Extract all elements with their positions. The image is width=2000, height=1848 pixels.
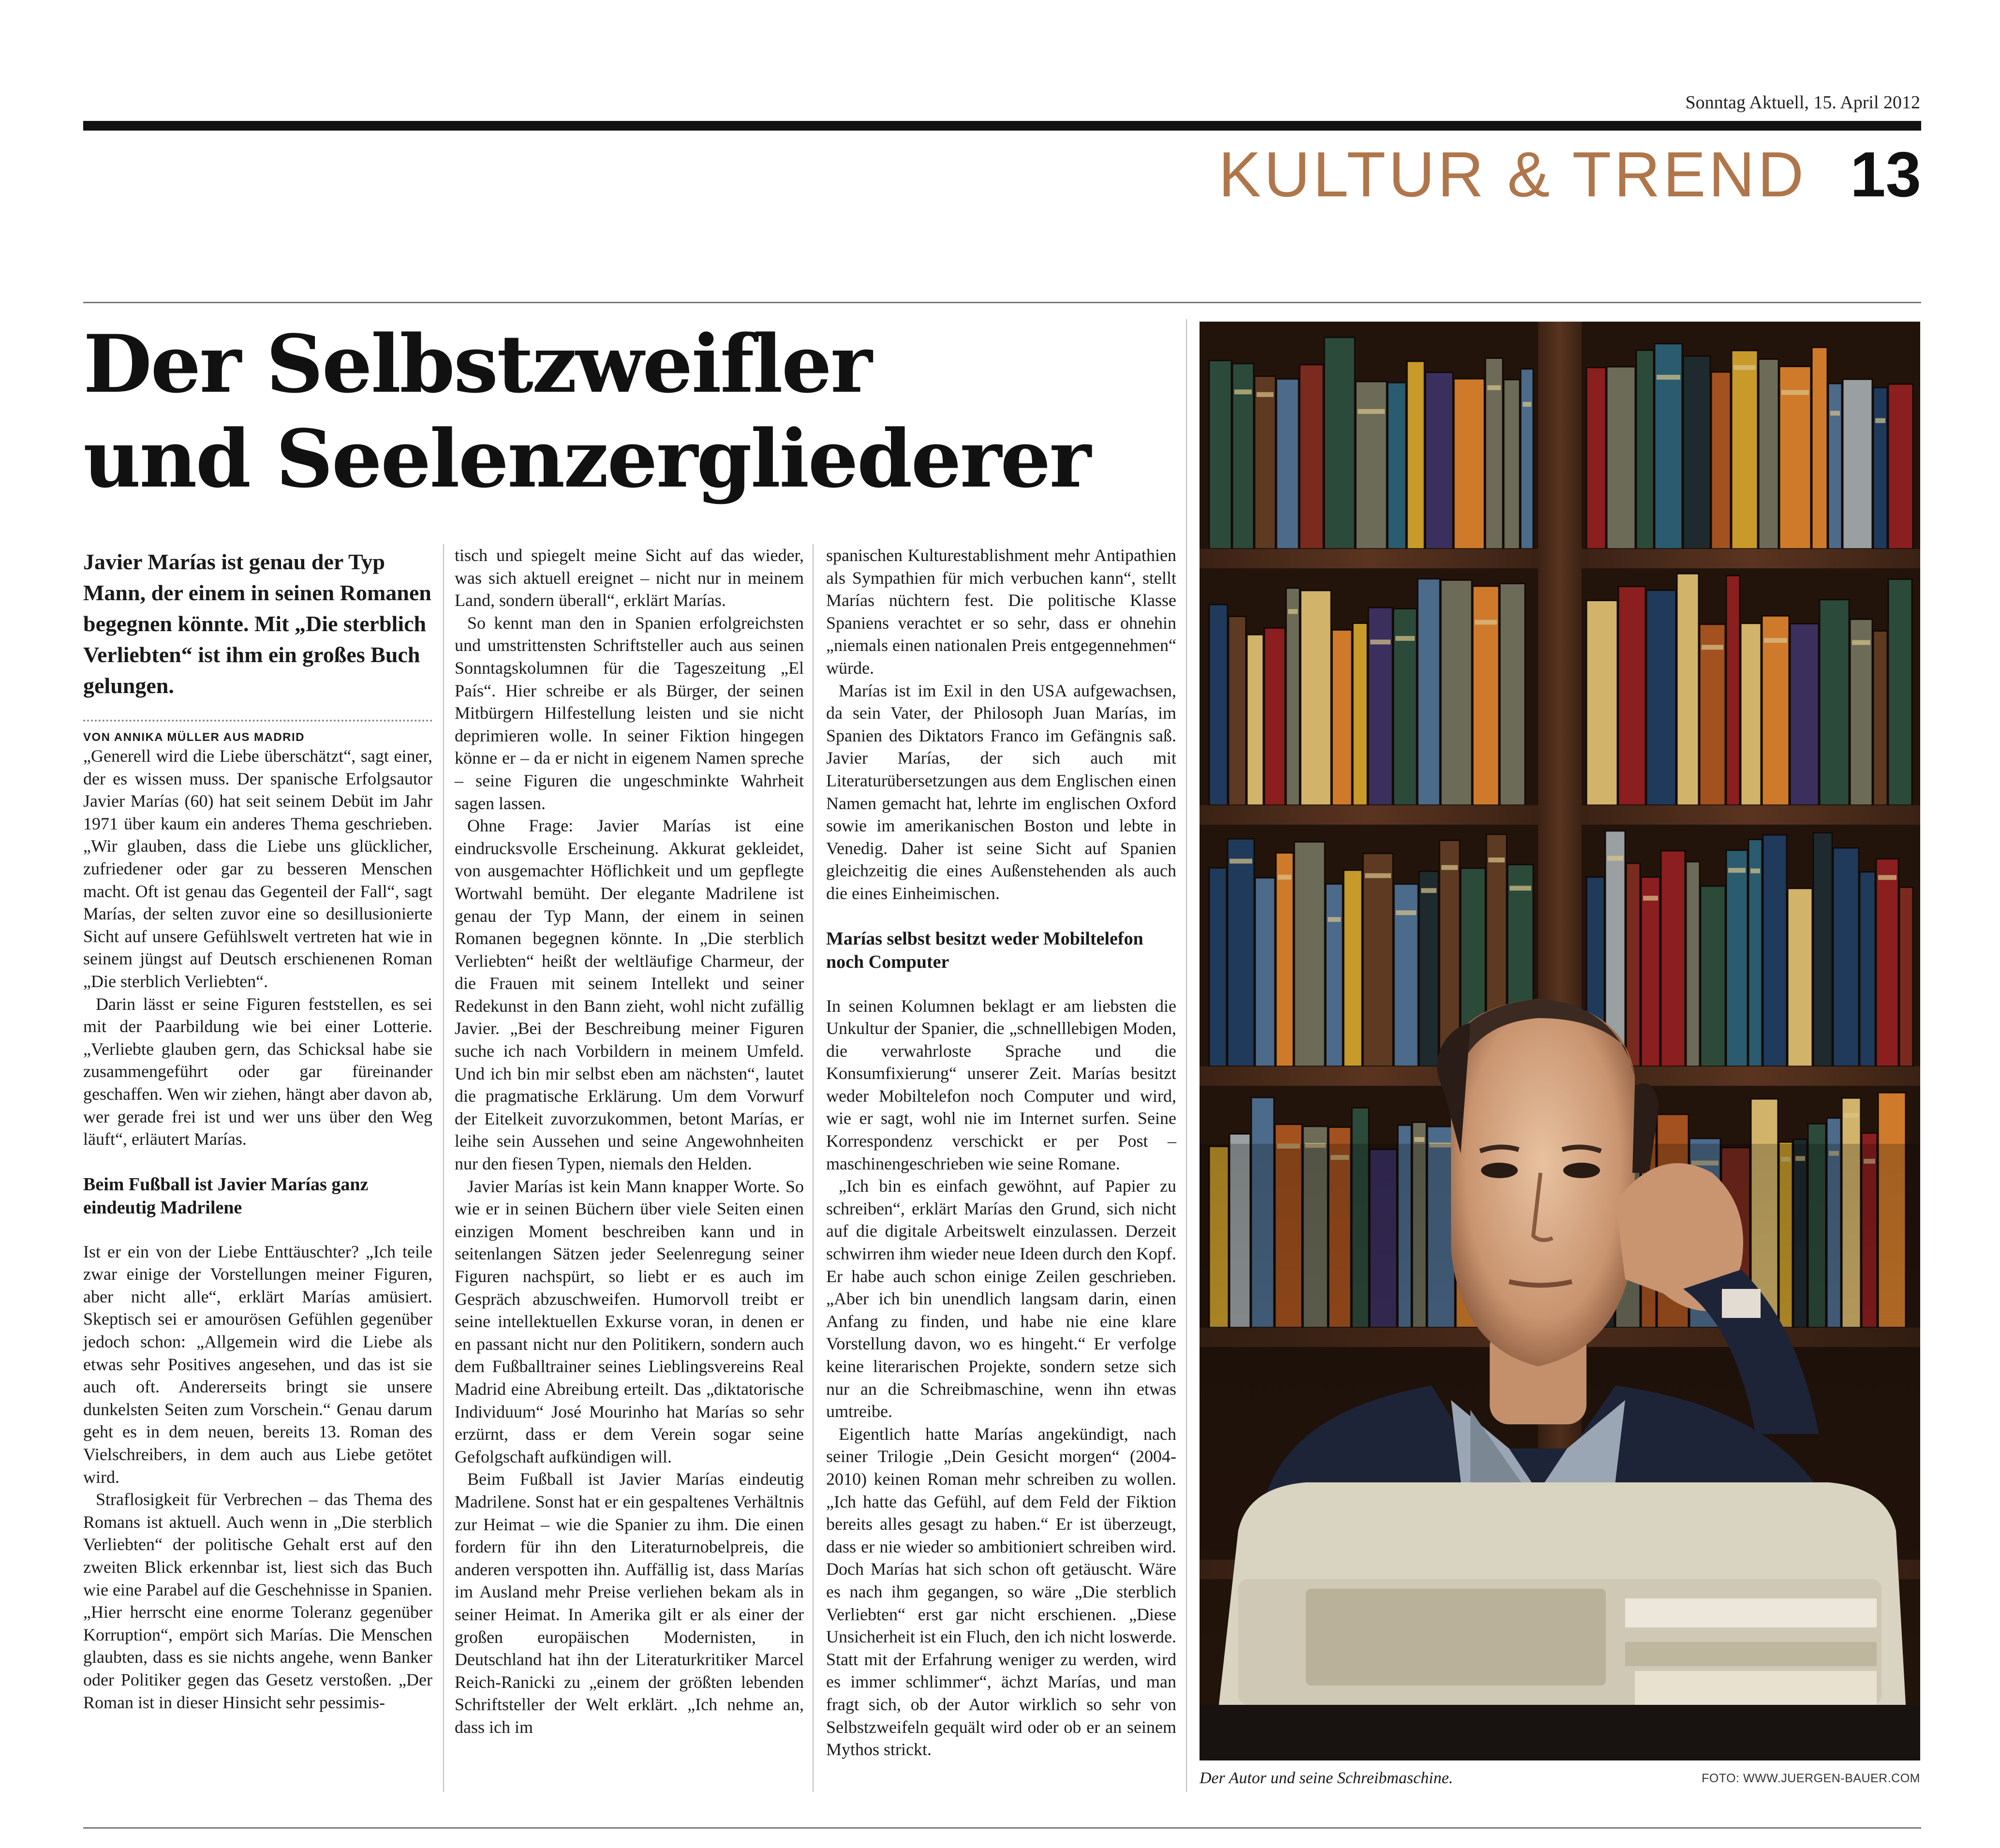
paragraph: Javier Marías ist kein Mann knapper Worte. So wie er in seinen Büchern über viele Seiten einen einzigen Moment beschreiben kann und in seitenlangen Sätzen jeder Seelenregung seiner Figuren nachspürt, so liebt er es auch im Gespräch abzuschweifen. Humorvoll treibt er seine intellektuellen Exkurse voran, in denen er en passant nicht nur den Politikern, sondern auch dem Fußballtrainer seines Lieblingsvereins Real Madrid eine Abreibung erteilt. Das „diktatorische Individuum“ José Mourinho hat Marías so sehr erzürnt, dass er dem Verein sogar seine Gefolgschaft aufkündigen will. xyxy=(455,1176,804,1466)
section-header xyxy=(83,138,1921,211)
article-column-2 xyxy=(455,544,804,1738)
photo-credit: FOTO: WWW.JUERGEN-BAUER.COM xyxy=(1702,1771,1920,1785)
header-divider xyxy=(83,302,1921,303)
headline-line-1: Der Selbstzweifler xyxy=(83,317,871,411)
headline xyxy=(83,317,1167,506)
paragraph: Straflosigkeit für Verbrechen – das Thema des Romans ist aktuell. Auch wenn in „Die sterblich Verliebten“ der politische Gehalt erst auf den zweiten Blick erkennbar ist, liest sich das Buch wie eine Parabel auf die Geschehnisse in Spanien. „Hier herrscht eine enorme Toleranz gegenüber Korruption“, empört sich Marías. Die Menschen glaubten, dass es sie nichts angehe, wenn Banker oder Politiker gegen das Gesetz verstoßen. „Der Roman ist in dieser Hinsicht sehr pessimis- xyxy=(83,1490,432,1712)
paragraph: „Ich bin es einfach gewöhnt, auf Papier zu schreiben“, erklärt Marías den Grund, sich nicht auf die digitale Arbeitswelt einzulassen. Derzeit schwirren ihm wieder neue Ideen durch den Kopf. Er habe auch schon einige Zeilen geschrieben. „Aber ich bin unendlich langsam darin, einen Anfang zu finden, und habe nie eine klare Vorstellung davon, wo es hingeht.“ Er verfolge keine literarischen Projekte, sondern setze sich nur an die Schreibmaschine, wenn ihn etwas umtreibe. xyxy=(826,1176,1176,1421)
paragraph: Eigentlich hatte Marías angekündigt, nach seiner Trilogie „Dein Gesicht morgen“ (2004-2010) keinen Roman mehr schreiben zu wollen. „Ich hatte das Gefühl, auf dem Feld der Fiktion bereits alles gesagt zu haben.“ Er ist überzeugt, dass er nie wieder so ambitioniert schreiben wird. Doch Marías hat sich schon oft getäuscht. Wäre es nach ihm gegangen, so wäre „Die sterblich Verliebten“ erst gar nicht erschienen. „Diese Unsicherheit ist ein Fluch, den ich nicht loswerde. Statt mit der Erfahrung weniger zu werden, wird es immer schlimmer“, ächzt Marías, und man fragt sich, ob der Autor wirklich so sehr von Selbstzweifeln gequält wird oder ob er an seinem Mythos strickt. xyxy=(826,1424,1176,1759)
lead-divider xyxy=(83,720,432,722)
page-number: 13 xyxy=(1850,139,1921,210)
section-title: KULTUR & TREND xyxy=(1218,139,1807,210)
paragraph: In seinen Kolumnen beklagt er am liebsten die Unkultur der Spanier, die „schnelllebigen Moden, die verwahrloste Sprache und die Konsumfixierung“ unserer Zeit. Marías besitzt weder Mobiltelefon noch Computer und wird, wie er sagt, wohl nie im Internet surfen. Seine Korrespondenz verschickt er per Post – maschinengeschrieben wie seine Romane. xyxy=(826,996,1176,1173)
article-column-1 xyxy=(83,547,432,1714)
paragraph: tisch und spiegelt meine Sicht auf das wieder, was sich aktuell ereignet – nicht nur in meinem Land, sondern überall“, erklärt Marías. xyxy=(455,546,804,610)
subheading: Beim Fußball ist Javier Marías ganz eindeutig Madrilene xyxy=(83,1174,369,1218)
paragraph: Beim Fußball ist Javier Marías eindeutig Madrilene. Sonst hat er ein gespaltenes Verhältnis zur Heimat – wie die Spanier zu ihm. Die einen fordern für ihn den Literaturnobelpreis, die anderen verspotten ihn. Auffällig ist, dass Marías im Ausland mehr Preise verliehen bekam als in seiner Heimat. In Amerika gilt er als einer der großen europäischen Modernisten, in Deutschland hat ihn der Literaturkritiker Marcel Reich-Ranicki zu „einem der größten lebenden Schriftsteller der Welt erklärt. „Ich nehme an, dass ich im xyxy=(455,1469,804,1737)
paragraph: So kennt man den in Spanien erfolgreichsten und umstrittensten Schriftsteller auch aus seinen Sonntagskolumnen für die Tageszeitung „El País“. Hier schreibe er als Bürger, der seinen Mitbürgern Hilfestellung leisten und sie nicht deprimieren wolle. In seiner Fiktion hingegen könne er – da er nicht in eigenem Namen spreche – seine Figuren die ungeschminkte Wahrheit sagen lassen. xyxy=(455,613,804,813)
paragraph: Darin lässt er seine Figuren feststellen, es sei mit der Paarbildung wie bei einer Lotterie. „Verliebte glauben gern, das Schicksal habe sie zusammengeführt oder gar füreinander geschaffen. Wen wir ziehen, hängt aber davon ab, wer gerade frei ist und wer uns über den Weg läuft“, erläutert Marías. xyxy=(83,994,432,1149)
paragraph: „Generell wird die Liebe überschätzt“, sagt einer, der es wissen muss. Der spanische Erfolgsautor Javier Marías (60) hat seit seinem Debüt im Jahr 1971 über kaum ein anderes Thema geschrieben. „Wir glauben, dass die Liebe uns glücklicher, zufriedener oder gar zu besseren Menschen macht. Oft ist genau das Gegenteil der Fall“, sagt Marías, der selten zuvor eine so desillusionierte Sicht auf unsere Gefühlswelt vertreten hat wie in seinem jüngst auf Deutsch erschienenen Roman „Die sterblich Verliebten“. xyxy=(83,746,432,991)
subheading: Marías selbst besitzt weder Mobiltelefon noch Computer xyxy=(826,928,1143,972)
photo-caption: Der Autor und seine Schreibmaschine. xyxy=(1200,1769,1453,1787)
top-rule xyxy=(83,121,1921,131)
paragraph: Ohne Frage: Javier Marías ist eine eindrucksvolle Erscheinung. Akkurat gekleidet, von ausgemachter Höflichkeit und um gepflegte Wortwahl bemüht. Der elegante Madrilene ist genau der Typ Mann, der einem in seinen Romanen begegnen könnte. In „Die sterblich Verliebten“ heißt der weltläufige Charmeur, der die Frauen mit seinem Intellekt und seiner Redekunst in den Bann zieht, wohl nicht zufällig Javier. „Bei der Beschreibung meiner Figuren suche ich nach Vorbildern in meinem Umfeld. Und ich bin mir selbst eben am nächsten“, lautet die pragmatische Erklärung. Um dem Vorwurf der Eitelkeit zuvorzukommen, betont Marías, er leihe sein Aussehen und seine Angewohnheiten nur den fiesen Typen, niemals den Helden. xyxy=(455,816,804,1174)
column-rule-3 xyxy=(1186,319,1187,1792)
column-rule-2 xyxy=(813,544,814,1792)
article-column-3 xyxy=(826,544,1176,1761)
photo-caption-row xyxy=(1200,1766,1920,1790)
dateline: Sonntag Aktuell, 15. April 2012 xyxy=(1685,92,1920,113)
article-lead: Javier Marías ist genau der Typ Mann, der einem in seinen Romanen begegnen könnte. Mit „Die sterblich Verliebten“ ist ihm ein großes Buch gelungen. xyxy=(83,549,431,698)
paragraph: spanischen Kulturestablishment mehr Antipathien als Sympathien für mich verbuchen kann“, stellt Marías nüchtern fest. Die politische Klasse Spaniens verachtet er so sehr, dass er ohnehin „niemals einen nationalen Preis entgegennehmen“ würde. xyxy=(826,546,1176,678)
column-rule-1 xyxy=(443,544,444,1792)
author-photo xyxy=(1200,322,1920,1760)
bottom-rule xyxy=(83,1827,1921,1829)
paragraph: Ist er ein von der Liebe Enttäuschter? „Ich teile zwar einige der Vorstellungen meiner Figuren, aber nicht alle“, erklärt Marías amüsiert. Skeptisch sei er amourösen Gefühlen gegenüber jedoch schon: „Allgemein wird die Liebe als etwas sehr Positives angesehen, und das ist sie auch oft. Andererseits bringt sie unsere dunkelsten Seiten zum Vorschein.“ Genau darum geht es in dem neuen, bereits 13. Roman des Vielschreibers, in dem auch aus Liebe getötet wird. xyxy=(83,1242,432,1487)
byline: VON ANNIKA MÜLLER AUS MADRID xyxy=(83,731,305,744)
paragraph: Marías ist im Exil in den USA aufgewachsen, da sein Vater, der Philosoph Juan Marías, im Spanien des Diktators Franco im Gefängnis saß. Javier Marías, der sich auch mit Literaturübersetzungen aus dem Englischen einen Namen gemacht hat, lehrte im englischen Oxford sowie im amerikanischen Boston und lebte in Venedig. Daher ist seine Sicht auf Spanien gleichzeitig die eines Außenstehenden als auch die eines Einheimischen. xyxy=(826,680,1176,903)
headline-line-2: und Seelenzergliederer xyxy=(83,412,1090,505)
